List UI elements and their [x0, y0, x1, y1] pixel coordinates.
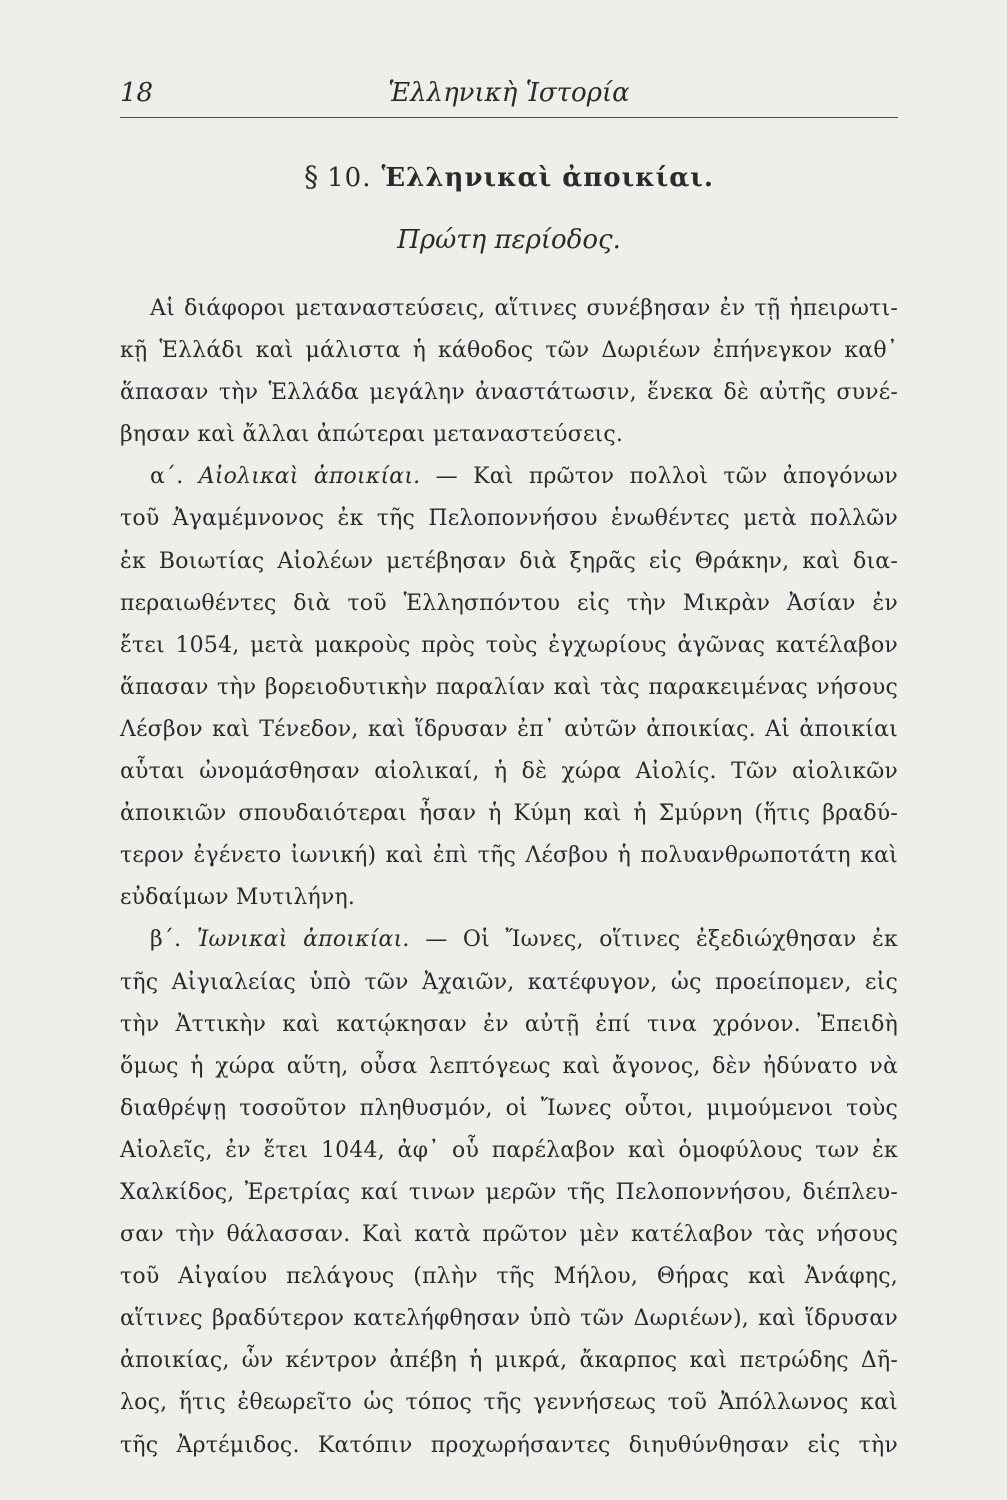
header-rule	[120, 117, 898, 118]
text-line: ὅμως ἡ χώρα αὕτη, οὖσα λεπτόγεως καὶ ἄγονος, δὲν ἠδύνατο νὰ	[120, 1053, 898, 1079]
body-text	[120, 288, 898, 1467]
text-line: σαν τὴν θάλασσαν. Καὶ κατὰ πρῶτον μὲν κατέλαβον τὰς νήσους	[120, 1222, 898, 1248]
text-line: Λέσβον καὶ Τένεδον, καὶ ἵδρυσαν ἐπ᾽ αὐτῶν ἀποικίας. Αἱ ἀποικίαι	[120, 716, 898, 742]
ionian-text: — Οἱ Ἴωνες, οἵτινες ἐξεδιώχθησαν ἐκ	[425, 927, 898, 953]
section-heading	[120, 160, 898, 193]
text-line: τὴν Ἀττικὴν καὶ κατῴκησαν ἐν αὐτῇ ἐπί τινα χρόνον. Ἐπειδὴ	[120, 1011, 898, 1037]
book-title: Ἑλληνικὴ Ἱστορία	[388, 78, 630, 108]
section-title: Ἑλληνικαὶ ἀποικίαι.	[381, 163, 714, 193]
text-line: ἔτει 1054, μετὰ μακροὺς πρὸς τοὺς ἐγχωρίους ἀγῶνας κατέλαβον	[120, 632, 898, 658]
text-line: βησαν καὶ ἄλλαι ἀπώτεραι μεταναστεύσεις.	[120, 422, 624, 448]
aeolian-title: Αἰολικαὶ ἀποικίαι.	[198, 464, 421, 490]
section-symbol: §	[304, 160, 320, 193]
section-number: 10.	[327, 163, 372, 193]
period-subheading: Πρώτη περίοδος.	[397, 225, 621, 255]
ionian-paragraph-start	[120, 919, 898, 961]
text-line: Χαλκίδος, Ἐρετρίας καί τινων μερῶν τῆς Πελοποννήσου, διέπλευ-	[120, 1179, 898, 1205]
text-line: ἅπασαν τὴν Ἑλλάδα μεγάλην ἀναστάτωσιν, ἕνεκα δὲ αὐτῆς συνέ-	[120, 380, 898, 406]
text-line: Αἰολεῖς, ἐν ἔτει 1044, ἀφ᾽ οὗ παρέλαβον καὶ ὁμοφύλους των ἐκ	[120, 1137, 898, 1163]
aeolian-text: — Καὶ πρῶτον πολλοὶ τῶν ἀπογόνων	[435, 464, 899, 490]
ionian-title: Ἰωνικαὶ ἀποικίαι.	[196, 927, 410, 953]
aeolian-paragraph-start	[120, 456, 898, 498]
text-line: τοῦ Ἀγαμέμνονος ἐκ τῆς Πελοποννήσου ἑνωθέντες μετὰ πολλῶν	[120, 506, 898, 532]
ionian-marker: β΄.	[150, 927, 182, 953]
text-line: ἀποικιῶν σπουδαιότεραι ἦσαν ἡ Κύμη καὶ ἡ Σμύρνη (ἥτις βραδύ-	[120, 801, 898, 827]
page-number: 18	[120, 78, 154, 108]
text-line: ἐκ Βοιωτίας Αἰολέων μετέβησαν διὰ ξηρᾶς εἰς Θράκην, καὶ δια-	[120, 548, 898, 574]
text-line: τερον ἐγένετο ἰωνική) καὶ ἐπὶ τῆς Λέσβου ἡ πολυανθρωποτάτη καὶ	[120, 843, 898, 869]
text-line: τοῦ Αἰγαίου πελάγους (πλὴν τῆς Μήλου, Θήρας καὶ Ἀνάφης,	[120, 1264, 898, 1290]
text-line: κῇ Ἑλλάδι καὶ μάλιστα ἡ κάθοδος τῶν Δωριέων ἐπήνεγκον καθ᾽	[120, 338, 898, 364]
text-line: εὐδαίμων Μυτιλήνη.	[120, 885, 356, 911]
text-line: αἵτινες βραδύτερον κατελήφθησαν ὑπὸ τῶν Δωριέων), καὶ ἵδρυσαν	[120, 1306, 898, 1332]
text-line: ἀποικίας, ὧν κέντρον ἀπέβη ἡ μικρά, ἄκαρπος καὶ πετρώδης Δῆ-	[120, 1348, 898, 1374]
text-line: λος, ἥτις ἐθεωρεῖτο ὡς τόπος τῆς γεννήσεως τοῦ Ἀπόλλωνος καὶ	[120, 1390, 898, 1416]
aeolian-marker: α΄.	[150, 464, 184, 490]
text-line: αὗται ὠνομάσθησαν αἰολικαί, ἡ δὲ χώρα Αἰολίς. Τῶν αἰολικῶν	[120, 759, 898, 785]
text-line: τῆς Αἰγιαλείας ὑπὸ τῶν Ἀχαιῶν, κατέφυγον, ὡς προείπομεν, εἰς	[120, 969, 898, 995]
text-line: ἅπασαν τὴν βορειοδυτικὴν παραλίαν καὶ τὰς παρακειμένας νήσους	[120, 674, 898, 700]
text-line: διαθρέψῃ τοσοῦτον πληθυσμόν, οἱ Ἴωνες οὗτοι, μιμούμενοι τοὺς	[120, 1095, 898, 1121]
text-line: Αἱ διάφοροι μεταναστεύσεις, αἵτινες συνέβησαν ἐν τῇ ἠπειρωτι-	[150, 296, 898, 321]
text-line: περαιωθέντες διὰ τοῦ Ἑλλησπόντου εἰς τὴν Μικρὰν Ἀσίαν ἐν	[120, 590, 898, 616]
running-head	[120, 78, 898, 112]
text-line: τῆς Ἀρτέμιδος. Κατόπιν προχωρήσαντες διηυθύνθησαν εἰς τὴν	[120, 1432, 898, 1458]
